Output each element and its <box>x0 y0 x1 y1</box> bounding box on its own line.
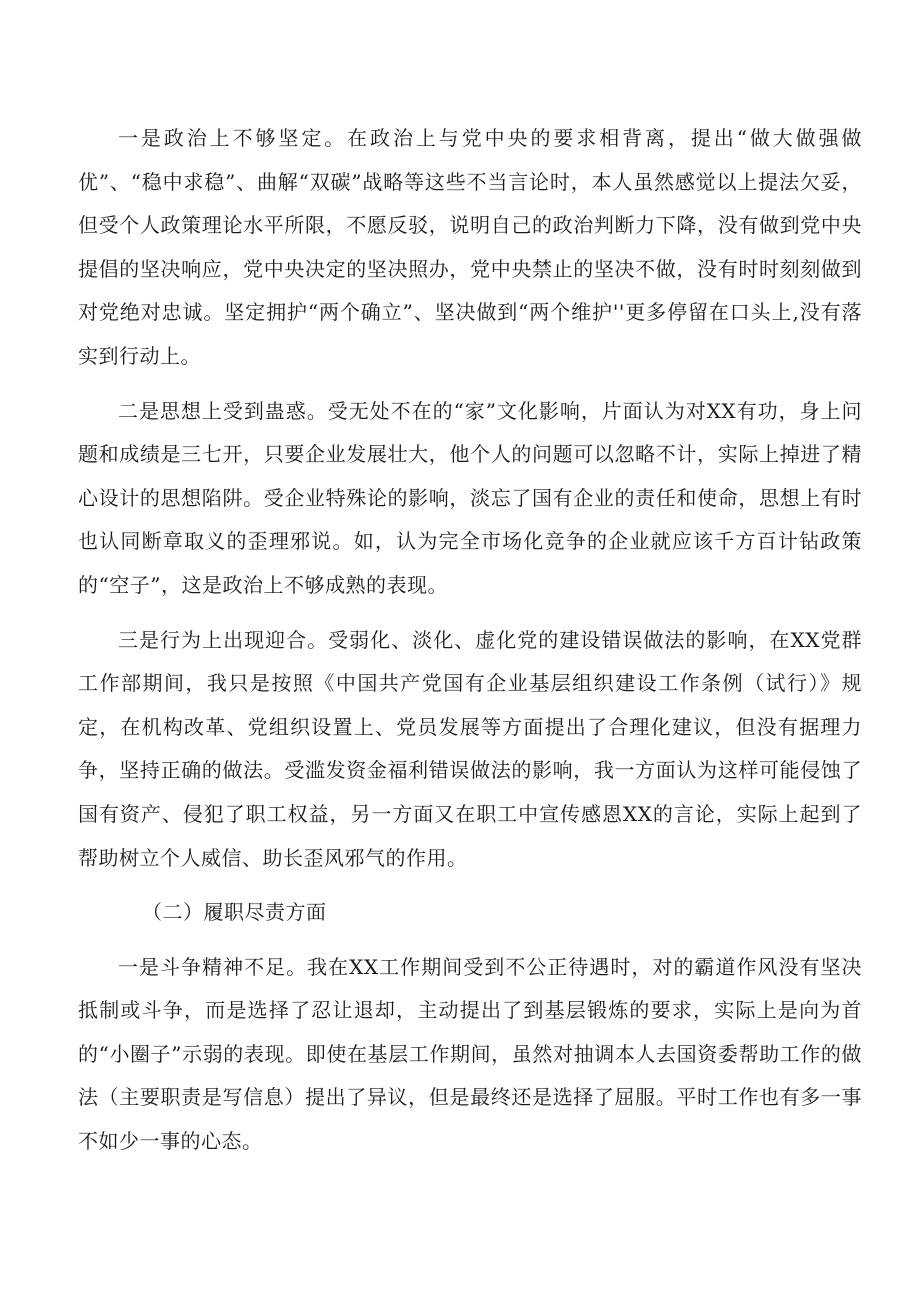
paragraph-ideological-influence: 二是思想上受到蛊惑。受无处不在的“家”文化影响，片面认为对XX有功，身上问题和成绩是三七开，只要企业发展壮大，他个人的问题可以忽略不计，实际上掉进了精心设计的思想陷阱。受企业特殊论的影响，淡忘了国有企业的责任和使命，思想上有时也认同断章取义的歪理邪说。如，认为完全市场化竞争的企业就应该千方百计钻政策的“空子”，这是政治上不够成熟的表现。 <box>78 398 862 597</box>
document-body <box>78 117 862 1164</box>
paragraph-behavioral-compliance: 三是行为上出现迎合。受弱化、淡化、虚化党的建设错误做法的影响，在XX党群工作部期间，我只是按照《中国共产党国有企业基层组织建设工作条例（试行）》规定，在机构改革、党组织设置上、党员发展等方面提出了合理化建议，但没有据理力争，坚持正确的做法。受滥发资金福利错误做法的影响，我一方面认为这样可能侵蚀了国有资产、侵犯了职工权益，另一方面又在职工中宣传感恩XX的言论，实际上起到了帮助树立个人威信、助长歪风邪气的作用。 <box>78 627 862 870</box>
paragraph-fighting-spirit: 一是斗争精神不足。我在XX工作期间受到不公正待遇时，对的霸道作风没有坚决抵制或斗争，而是选择了忍让退却，主动提出了到基层锻炼的要求，实际上是向为首的“小圈子”示弱的表现。即使在基层工作期间，虽然对抽调本人去国资委帮助工作的做法（主要职责是写信息）提出了异议，但是最终还是选择了屈服。平时工作也有多一事不如少一事的心态。 <box>78 954 862 1154</box>
paragraph-political-stance: 一是政治上不够坚定。在政治上与党中央的要求相背离，提出“做大做强做优”、“稳中求稳”、曲解“双碳”战略等这些不当言论时，本人虽然感觉以上提法欠妥，但受个人政策理论水平所限，不愿反驳，说明自己的政治判断力下降，没有做到党中央提倡的坚决响应，党中央决定的坚决照办，党中央禁止的坚决不做，没有时时刻刻做到对党绝对忠诚。坚定拥护“两个确立”、坚决做到“两个维护''更多停留在口头上,没有落实到行动上。 <box>78 126 862 368</box>
section-heading-duty-performance: （二）履职尽责方面 <box>142 900 327 925</box>
